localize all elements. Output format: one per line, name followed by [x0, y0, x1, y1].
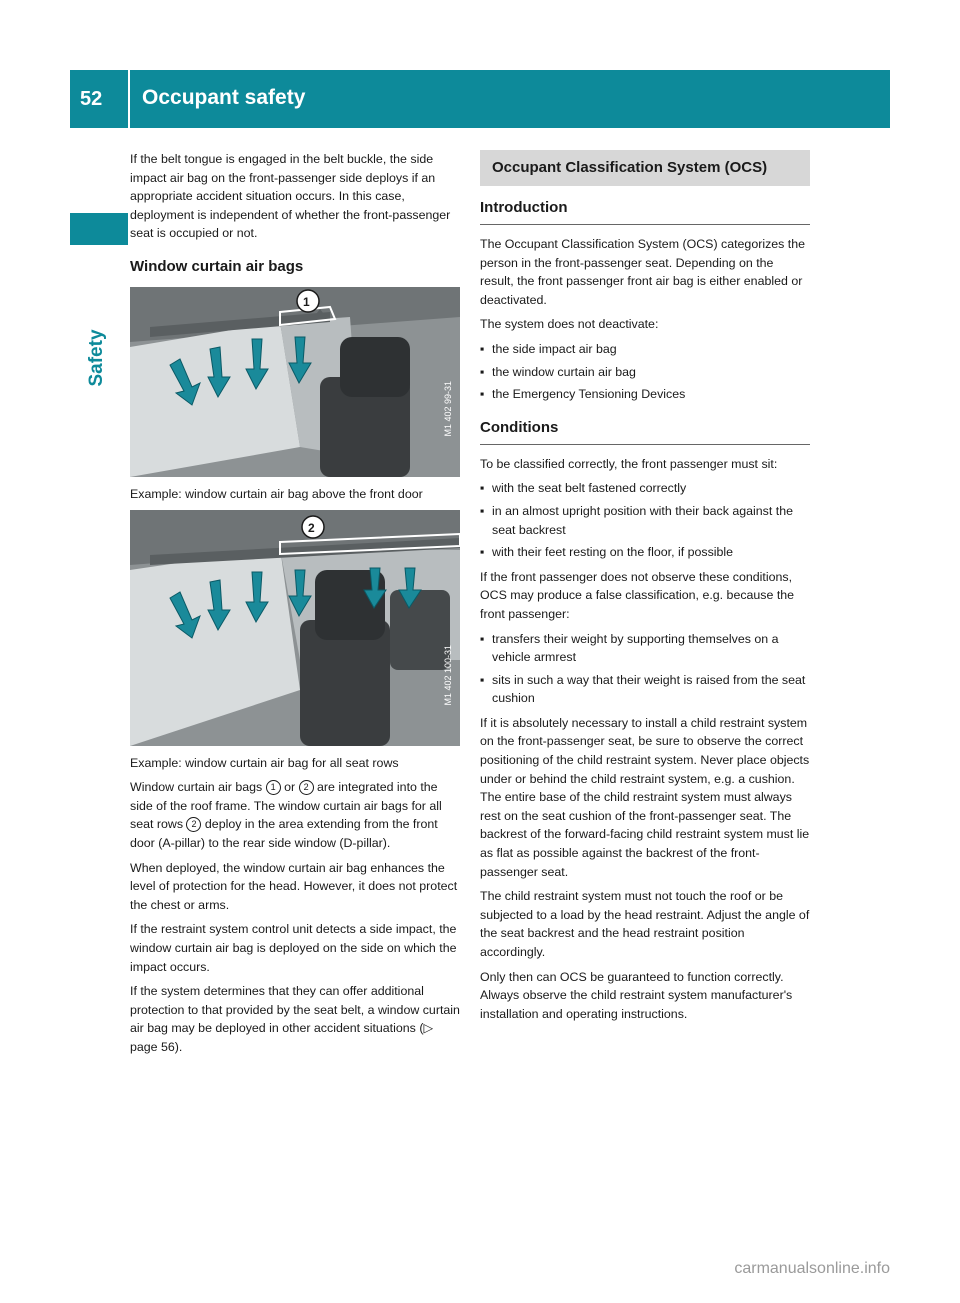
list-item: ▪ the Emergency Tensioning Devices — [480, 385, 810, 404]
side-label-text: Safety — [86, 329, 107, 387]
paragraph: If it is absolutely necessary to install a child restraint system on the front-passenger seat, be sure to observe the correct positioning of the child restraint system. Never place objects under or behind the child restraint system, e.g. a cushion. The entire base of the child restraint system must always rest on the seat cushion of the front-passenger seat. The backrest of the forward-facing child restraint system must lie as flat as possible against the backrest of the front-passenger seat. — [480, 715, 810, 879]
section-heading: Window curtain air bags — [130, 257, 304, 275]
paragraph: The child restraint system must not touch the roof or be subjected to a load by the head restraint. Adjust the angle of the seat backrest and the head restraint position accordingly. — [480, 889, 810, 959]
paragraph — [130, 778, 460, 852]
list-item: ▪ the side impact air bag — [480, 340, 810, 359]
figure-curtain-all-rows — [130, 510, 460, 746]
text-run: deploy in the area extending from the front door (A-pillar) to the rear side window (D-pillar). — [130, 817, 438, 850]
text-run: or — [280, 780, 299, 795]
paragraph: When deployed, the window curtain air bag enhances the level of protection for the head. However, it does not protect the chest or arms. — [130, 860, 458, 912]
paragraph: The system does not deactivate: — [480, 317, 659, 332]
paragraph: The Occupant Classification System (OCS) categorizes the person in the front-passenger seat. Depending on the result, the front passenger front air bag is either enabled or deactivated. — [480, 237, 806, 307]
right-column — [480, 150, 810, 1029]
figure-callout-1: 1 — [303, 294, 310, 309]
list-item: ▪ sits in such a way that their weight is raised from the seat cushion — [480, 671, 810, 708]
watermark: carmanualsonline.info — [734, 1260, 890, 1277]
paragraph: To be classified correctly, the front passenger must sit: — [480, 456, 778, 471]
left-column — [130, 150, 460, 1062]
text-run: If the system determines that they can offer additional protection to that provided by the seat belt, a window curtain air bag may be deployed in other accident situations — [130, 984, 460, 1036]
paragraph: If the front passenger does not observe these conditions, OCS may produce a false classification, e.g. because the front passenger: — [480, 569, 795, 621]
side-tab-marker — [70, 213, 128, 245]
figure-callout-2: 2 — [308, 520, 315, 535]
page-reference-link[interactable]: (▷ page 56). — [130, 1021, 433, 1054]
figure-curtain-front — [130, 287, 460, 477]
page-number-box — [70, 70, 128, 128]
page-number: 52 — [80, 88, 103, 110]
bullet-list — [480, 479, 810, 561]
figure-caption: Example: window curtain air bag above the front door — [130, 486, 423, 501]
callout-ref-1: 1 — [266, 780, 281, 795]
section-heading: Conditions — [480, 418, 810, 445]
figure-caption: Example: window curtain air bag for all seat rows — [130, 755, 399, 770]
section-heading: Introduction — [480, 198, 810, 225]
callout-ref-2: 2 — [299, 780, 314, 795]
callout-ref-2: 2 — [186, 817, 201, 832]
header-title: Occupant safety — [142, 86, 306, 109]
paragraph: If the restraint system control unit detects a side impact, the window curtain air bag is deployed on the side on which the impact occurs. — [130, 922, 457, 974]
airbag-illustration-front — [130, 287, 460, 477]
section-title-box — [480, 150, 810, 186]
list-item: ▪ transfers their weight by supporting themselves on a vehicle armrest — [480, 630, 810, 667]
bullet-list — [480, 630, 810, 708]
paragraph — [130, 982, 460, 1056]
list-item: ▪ the window curtain air bag — [480, 363, 810, 382]
paragraph: If the belt tongue is engaged in the belt buckle, the side impact air bag on the front-passenger side deploys if an appropriate accident situation occurs. In this case, deployment is independent of whether the front-passenger seat is occupied or not. — [130, 152, 451, 241]
section-title: Occupant Classification System (OCS) — [492, 159, 768, 176]
list-item: ▪ with the seat belt fastened correctly — [480, 479, 810, 498]
header-bar — [130, 70, 890, 128]
list-item: ▪ with their feet resting on the floor, if possible — [480, 543, 810, 562]
bullet-list — [480, 340, 810, 404]
figure-code: M1 402 100-31 — [443, 645, 454, 706]
airbag-illustration-all-rows — [130, 510, 460, 746]
figure-code: M1 402 99-31 — [443, 381, 454, 437]
side-label — [86, 318, 108, 398]
text-run: are integrated into the side of the roof frame. The window curtain air bags for all seat rows — [130, 780, 442, 832]
text-run: Window curtain air bags — [130, 780, 266, 795]
list-item: ▪ in an almost upright position with their back against the seat backrest — [480, 502, 810, 539]
paragraph: Only then can OCS be guaranteed to function correctly. Always observe the child restraint system manufacturer's installation and operating instructions. — [480, 969, 793, 1021]
